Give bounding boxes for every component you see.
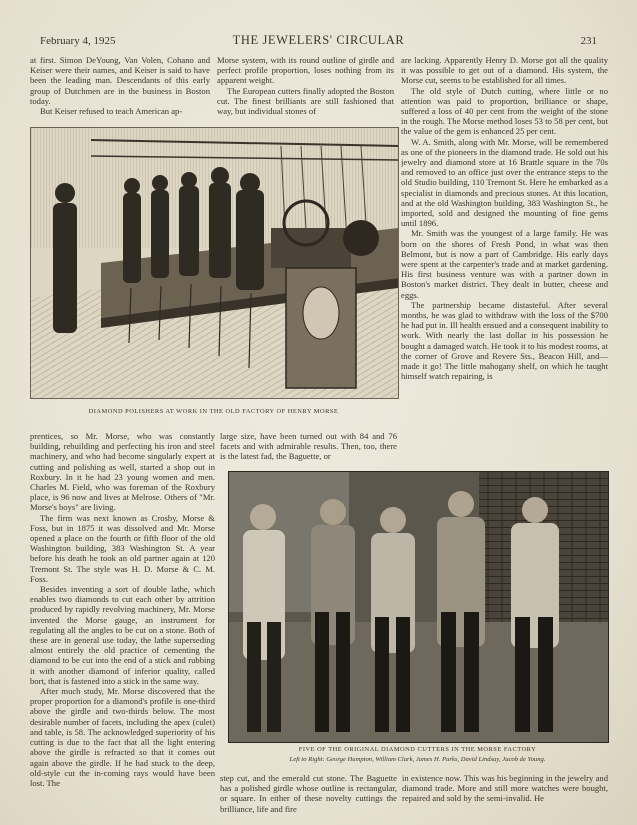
group-photograph: [229, 472, 608, 742]
paragraph: The firm was next known as Crosby, Morse & Foss, but in 1875 it was dissolved and Mr. Morse opened a place on the fourth or fifth floor of the old Washington building, 383 Washington St. A year before his death he took an old partner again at 120 Tremont St. The style was H. D. Morse & C. M. Foss.: [30, 512, 215, 584]
issue-date: February 4, 1925: [40, 35, 116, 47]
publication-title: THE JEWELERS' CIRCULAR: [232, 33, 405, 47]
paragraph: Besides inventing a sort of double lathe, which enables two diamonds to cut each other by attrition produced by rapidly revolving machinery, Mr. Morse invented the Morse gauge, an instrument for regulating all the angles to be cut on a stone. Both of these are in general use today, the lathe superseding almost entirely the old practice of cementing the diamond to be cut into the end of a stick and rubbing it with another diamond of inferior quality, called bort, that is fastened into a stick in the same way.: [30, 584, 215, 686]
paragraph: prentices, so Mr. Morse, who was constantly building, rebuilding and perfecting his iron and steel machinery, and who had become singularly expert at cutting and polishing as well, started a shop out in Roxbury. In it he had 23 young women and men. Charles M. Field, who was foreman of the Roxbury place, is 96 now and lives at Melrose. Others of "Mr. Morse's boys" are living.: [30, 431, 215, 513]
paragraph: The European cutters finally adopted the Boston cut. The finest brilliants are still fashioned that way, but individual stones of: [217, 85, 394, 117]
workshop-engraving: [31, 128, 398, 398]
photo-diamond-cutters: [228, 471, 609, 743]
paragraph: large size, have been turned out with 84 and 76 facets and with admirable results. Then, too, there is the latest fad, the Baguette, or: [220, 431, 397, 462]
photo-names: Left to Right: George Hampton, William Clark, James H. Parks, David Lindsay, Jacob de Young.: [289, 756, 546, 763]
middle-upper-text: [220, 431, 397, 467]
right-column-text: [401, 55, 608, 467]
top-left-text: [30, 55, 210, 125]
paragraph: The old style of Dutch cutting, where little or no attention was paid to proportion, brilliance or shape, suffered a loss of 40 per cent from the weight of the stone in the rough. The Morse method loses 53 to 58 per cent, but the value of the gem is enhanced 25 per cent.: [401, 85, 608, 137]
running-header: [38, 33, 599, 49]
paragraph: W. A. Smith, along with Mr. Morse, will be remembered as one of the pioneers in the diamond trade. He sold out his jewelry and diamond store at 16 Brattle square in the 70s and removed to an office just over the entrance steps to the old Studio building, 110 Tremont St. Here he embarked as a specialist in diamonds and precious stones. At this location, and at the old Washington building, 383 Washington St., he imported, sold and designed the mounting of fine gems until 1896.: [401, 136, 608, 229]
paragraph: step cut, and the emerald cut stone. The Baguette has a polished girdle whose outline is rectangular, or square. In either of these novelty cuttings the brilliance, life and fire: [220, 773, 397, 814]
paragraph: Mr. Smith was the youngest of a large family. He was born on the shores of Fresh Pond, in what was then Belmont, but is now a part of Cambridge. His early days were spent at the carpenter's trade and at market gardening. His first business venture was with a partner down in Boston's market district. They dealt in butter, cheese and eggs.: [401, 228, 608, 300]
paragraph: in existence now. This was his beginning in the jewelry and diamond trade. More and still more watches were bought, repaired and sold by the semi-invalid. He: [402, 773, 608, 804]
engraving-caption: DIAMOND POLISHERS AT WORK IN THE OLD FACTORY OF HENRY MORSE: [88, 408, 339, 415]
paragraph: After much study, Mr. Morse discovered that the proper proportion for a diamond's profile is one-third above the girdle and two-thirds below. The most desirable number of facets, including the apex (culet) and table, is 58. The acknowledged superiority of his cutting is due to the fact that all the light entering above the girdle is refracted so that it comes out again above the girdle. If he had stuck to the deep, old-style cut the in-coming rays would have been lost. The: [30, 686, 215, 788]
top-middle-text: [217, 55, 394, 125]
paragraph: The partnership became distasteful. After several months, he was glad to withdraw with the loss of the $700 he had put in. Ill health ensued and a consequent inability to work. With nearly the last dollar in his possession he bought a damaged watch. He took it to his modest rooms, at the corner of Grove and Revere Sts., Beacon Hill, and—made it go! The little mahogany shelf, on which he taught himself watch repairing, is: [401, 299, 608, 382]
paragraph: But Keiser refused to teach American ap-: [40, 106, 183, 117]
engraving-diamond-polishers: [30, 127, 399, 399]
bottom-middle-text: [220, 773, 397, 815]
paragraph: at first. Simon DeYoung, Van Volen, Cohano and Keiser were their names, and Keiser is said to have been the leading man. Descendants of this early group of Dutchmen are in the business in Boston today.: [30, 55, 210, 106]
paragraph: are lacking. Apparently Henry D. Morse got all the quality it was possible to get out of a diamond. His system, the Morse cut, seems to be established for all times.: [401, 55, 608, 86]
page-number: 231: [580, 35, 597, 47]
photo-caption: FIVE OF THE ORIGINAL DIAMOND CUTTERS IN THE MORSE FACTORY: [298, 746, 537, 753]
bottom-right-text: [402, 773, 608, 815]
left-column-text: [30, 431, 215, 813]
paragraph: Morse system, with its round outline of girdle and perfect profile proportion, loses nothing from its apparent weight.: [217, 55, 394, 86]
